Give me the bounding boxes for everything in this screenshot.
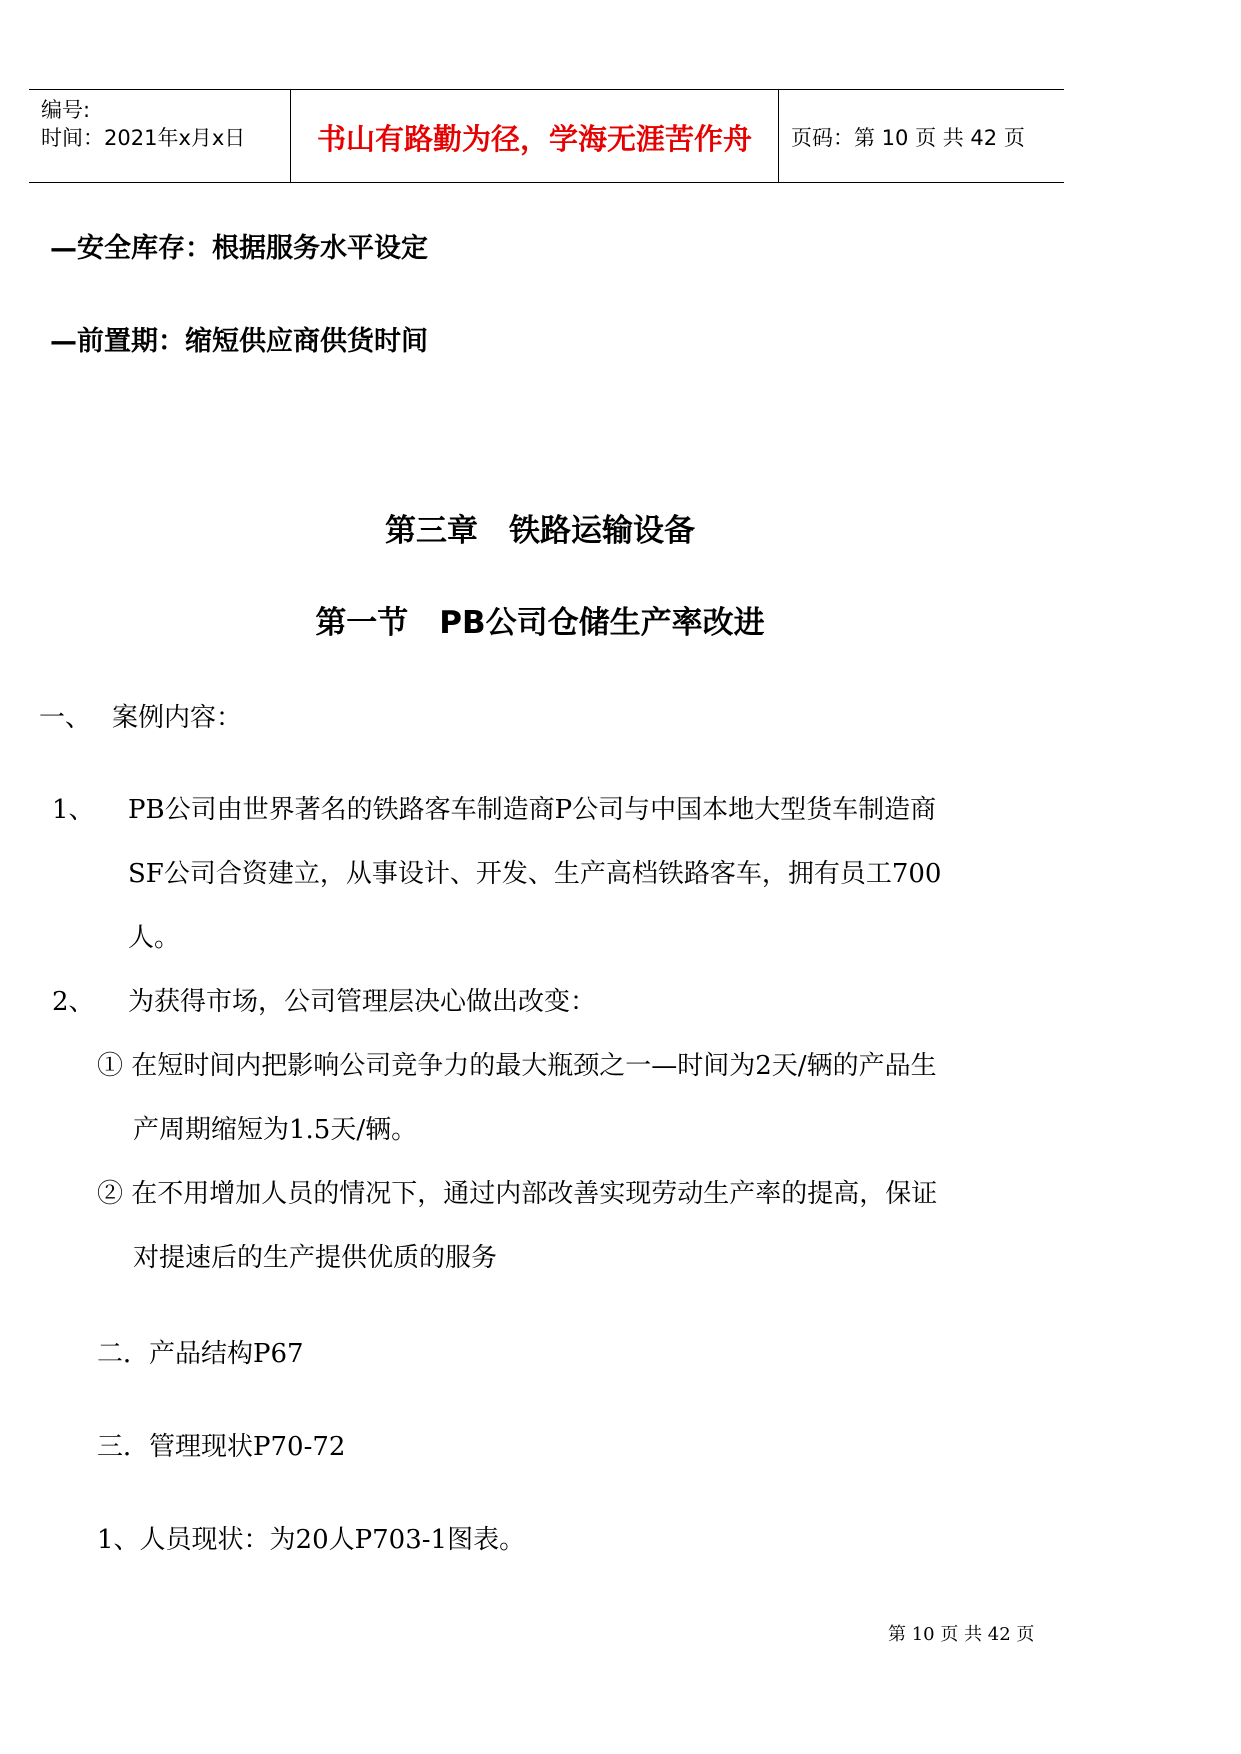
section-1-heading: 案例内容： — [112, 703, 243, 733]
item-2-text: 为获得市场，公司管理层决心做出改变： — [128, 987, 597, 1017]
item-1-line-1: PB公司由世界著名的铁路客车制造商P公司与中国本地大型货车制造商 — [128, 795, 937, 825]
intro-line-lead-time: —前置期：缩短供应商供货时间 — [50, 326, 428, 357]
section-2-heading: 二．产品结构P67 — [97, 1339, 304, 1369]
item-1-line-3: 人。 — [128, 923, 181, 953]
sub-item-1-line-2: 产周期缩短为1.5天/辆。 — [133, 1115, 418, 1145]
item-2-number: 2、 — [52, 987, 95, 1017]
header-page-cell — [779, 90, 1064, 182]
header-meta-cell — [29, 90, 291, 182]
time-label: 时间：2021年x月x日 — [41, 126, 246, 150]
page-footer: 第 10 页 共 42 页 — [888, 1624, 1035, 1645]
section-3-heading: 三．管理现状P70-72 — [97, 1432, 346, 1462]
sub-item-2-line-2: 对提速后的生产提供优质的服务 — [133, 1243, 498, 1273]
header-motto-cell — [291, 90, 779, 182]
item-1-number: 1、 — [52, 795, 95, 825]
section-1-number: 一、 — [39, 703, 92, 733]
chapter-title: 第三章 铁路运输设备 — [385, 513, 695, 549]
sub-item-1-line-1: ① 在短时间内把影响公司竞争力的最大瓶颈之一—时间为2天/辆的产品生 — [97, 1051, 937, 1081]
page-header — [29, 89, 1064, 183]
number-label: 编号: — [41, 98, 91, 122]
sub-item-2-line-1: ② 在不用增加人员的情况下，通过内部改善实现劳动生产率的提高，保证 — [97, 1179, 938, 1209]
item-1-line-2: SF公司合资建立，从事设计、开发、生产高档铁路客车，拥有员工700 — [128, 859, 942, 889]
page-info: 页码：第 10 页 共 42 页 — [791, 126, 1025, 150]
intro-line-safety-stock: —安全库存：根据服务水平设定 — [50, 233, 428, 264]
section-title: 第一节 PB公司仓储生产率改进 — [315, 605, 765, 641]
motto: 书山有路勤为径，学海无涯苦作舟 — [316, 122, 752, 156]
section-3-item-1: 1、人员现状：为20人P703-1图表。 — [97, 1525, 526, 1555]
